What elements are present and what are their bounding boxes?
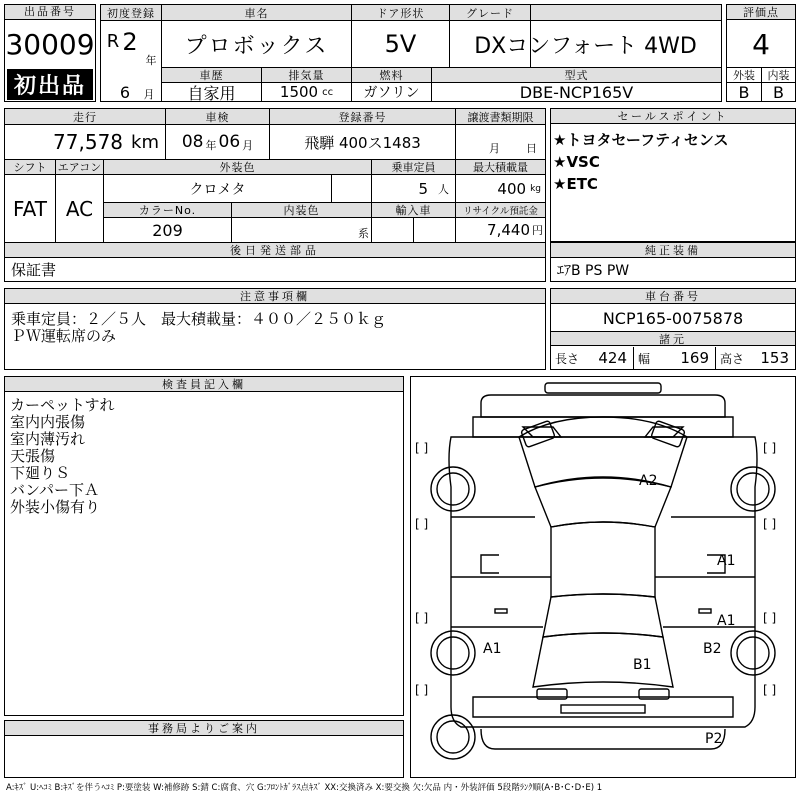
damage-mark: A2	[639, 473, 658, 489]
model-value: DBE-NCP165V	[519, 82, 634, 102]
notes-line: 乗車定員：２／５人 最大積載量：４００／２５０ｋｇ	[11, 310, 387, 328]
displacement-value	[262, 83, 351, 101]
sales-point: ★VSC	[553, 153, 600, 171]
first-listing-badge: 初出品	[7, 69, 93, 100]
ext-color-label: 外装色	[104, 160, 371, 174]
bracket-mark: [ ]	[763, 517, 777, 531]
damage-mark: P2	[705, 731, 723, 747]
bracket-mark: [ ]	[415, 441, 429, 455]
width-value: 169	[680, 349, 709, 367]
length-value: 424	[598, 349, 627, 367]
inspector-lines	[10, 397, 115, 516]
score-value: 4	[752, 27, 770, 61]
max-load-label: 最大積載量	[456, 160, 545, 174]
displacement-unit: cc	[322, 86, 334, 98]
vehicle-info-block	[100, 4, 722, 102]
max-load-unit: kg	[530, 183, 541, 194]
inspector-line: 室内薄汚れ	[10, 430, 86, 448]
recycle-value	[456, 218, 545, 242]
displacement-number: 1500	[279, 83, 319, 101]
int-score-value: B	[773, 82, 784, 102]
damage-mark: B1	[633, 657, 652, 673]
door-value: 5V	[384, 30, 417, 58]
length-label: 長さ	[555, 351, 580, 366]
inspection-year: 08	[181, 132, 204, 152]
office-label: 事務局よりご案内	[5, 721, 403, 736]
legend-text: A:ｷｽﾞ U:ﾍｺﾐ B:ｷｽﾞを伴うﾍｺﾐ P:要塗装 W:補修跡 S:錆 C:腐食、穴 G:ﾌﾛﾝﾄｶﾞﾗｽ点ｷｽﾞ XX:交換済み X:要交換 欠:欠品 内・外装評価 5段階ﾗﾝｸ順(A･B･C･D･E) 1	[6, 783, 603, 793]
damage-mark: B2	[703, 641, 722, 657]
mileage-value	[5, 125, 165, 159]
height-label: 高さ	[720, 351, 745, 366]
inspector-line: 下廻りＳ	[10, 464, 71, 482]
damage-mark: A1	[717, 553, 736, 569]
fuel-value: ガソリン	[363, 85, 420, 101]
plate-value: 飛騨 400ス1483	[304, 133, 421, 152]
notes-line: ＰＷ運転席のみ	[11, 327, 117, 345]
notes-label: 注意事項欄	[5, 289, 545, 304]
inspection-value	[166, 125, 269, 159]
ext-color-value: クロメタ	[189, 181, 246, 198]
displacement-label: 排気量	[262, 68, 351, 82]
first-reg-month-unit: 月	[143, 88, 155, 101]
details-block	[4, 108, 546, 282]
fuel-label: 燃料	[352, 68, 431, 82]
bracket-mark: [ ]	[763, 611, 777, 625]
inspector-label: 検査員記入欄	[5, 377, 403, 392]
max-load-number: 400	[497, 179, 527, 198]
bracket-mark: [ ]	[415, 611, 429, 625]
recycle-unit: 円	[532, 224, 543, 237]
int-score-label: 内装	[767, 69, 790, 82]
inspector-box	[4, 376, 404, 716]
inspector-line: 天張傷	[10, 447, 56, 465]
int-color-unit: 系	[358, 227, 369, 240]
history-value: 自家用	[187, 83, 236, 103]
inspector-line: カーペットすれ	[10, 396, 115, 414]
notes-lines	[11, 311, 386, 345]
notes-box	[4, 288, 546, 370]
shift-value: FAT	[12, 196, 47, 221]
inspection-month: 06	[218, 132, 241, 152]
dims-label: 諸元	[551, 332, 795, 346]
damage-mark: A1	[483, 641, 502, 657]
parts-later-label: 後日発送部品	[5, 243, 545, 257]
capacity-value	[372, 175, 455, 202]
door-label: ドア形状	[352, 5, 449, 20]
sales-points-list	[553, 129, 728, 195]
chassis-box	[550, 288, 796, 370]
inspector-line: バンパー下Ａ	[10, 481, 99, 499]
chassis-label: 車台番号	[551, 289, 795, 304]
score-label: 評価点	[727, 5, 795, 20]
transfer-month-unit: 月	[489, 142, 500, 155]
sales-points-box	[550, 108, 796, 242]
bracket-mark: [ ]	[415, 683, 429, 697]
inspection-month-unit: 月	[242, 139, 254, 152]
chassis-value: NCP165-0075878	[602, 308, 744, 328]
lot-label: 出品番号	[5, 5, 95, 20]
grade-value: DXコンフォート 4WD	[474, 33, 697, 59]
lot-box	[4, 4, 96, 102]
bracket-mark: [ ]	[415, 517, 429, 531]
genuine-label: 純正装備	[551, 243, 795, 258]
plate-label: 登録番号	[270, 109, 455, 124]
capacity-label: 乗車定員	[372, 160, 455, 174]
first-reg-era: R	[106, 30, 120, 52]
recycle-number: 7,440	[487, 221, 530, 239]
car-diagram	[411, 377, 795, 777]
sales-point: ★トヨタセーフティセンス	[553, 131, 729, 149]
grade-label: グレード	[450, 5, 530, 20]
int-color-label: 内装色	[232, 203, 371, 217]
color-no-value: 209	[152, 220, 183, 240]
model-label: 型式	[432, 68, 721, 82]
lot-number: 30009	[5, 27, 95, 61]
sales-points-label: セールスポイント	[551, 109, 795, 124]
bracket-mark: [ ]	[763, 683, 777, 697]
shift-label: シフト	[5, 160, 55, 174]
transfer-day-unit: 日	[526, 142, 537, 155]
capacity-unit: 人	[438, 182, 449, 196]
length-cell	[551, 347, 633, 369]
score-box	[726, 4, 796, 102]
mileage-label: 走行	[5, 109, 165, 124]
max-load-value	[456, 175, 545, 202]
recycle-label: リサイクル預託金	[456, 203, 545, 217]
inspector-line: 外装小傷有り	[10, 498, 101, 516]
ext-score-value: B	[738, 82, 750, 102]
office-box	[4, 720, 404, 778]
inspector-line: 室内内張傷	[10, 413, 86, 431]
first-reg-year-unit: 年	[145, 54, 157, 67]
bracket-mark: [ ]	[763, 441, 777, 455]
history-label: 車歴	[162, 68, 261, 82]
ext-score-label: 外装	[733, 69, 755, 82]
transfer-label: 譲渡書類期限	[456, 109, 545, 124]
car-name-value: プロボックス	[184, 33, 329, 59]
mileage-unit: km	[131, 131, 159, 153]
first-reg-year: 2	[122, 28, 138, 56]
car-name-label: 車名	[162, 5, 351, 20]
genuine-equipment-box	[550, 242, 796, 282]
car-diagram-box	[410, 376, 796, 778]
sales-point: ★ETC	[553, 175, 598, 193]
parts-later-value: 保証書	[11, 261, 57, 279]
genuine-value: ｴｱB PS PW	[557, 263, 630, 279]
capacity-number: 5	[418, 179, 428, 198]
grade-label-ext	[531, 5, 721, 20]
mileage-number: 77,578	[53, 130, 124, 154]
damage-mark: A1	[717, 613, 736, 629]
color-no-label: カラーNo.	[104, 203, 231, 217]
first-reg-month: 6	[119, 82, 131, 102]
inspection-year-unit: 年	[205, 139, 217, 152]
width-label: 幅	[638, 351, 651, 366]
aircon-value: AC	[65, 196, 94, 221]
inspection-label: 車検	[166, 109, 269, 124]
height-cell	[716, 347, 795, 369]
first-reg-label: 初度登録	[101, 5, 161, 20]
width-cell	[634, 347, 715, 369]
aircon-label: エアコン	[57, 161, 102, 174]
height-value: 153	[760, 349, 789, 367]
transfer-value	[456, 125, 545, 159]
import-label: 輸入車	[372, 203, 455, 217]
